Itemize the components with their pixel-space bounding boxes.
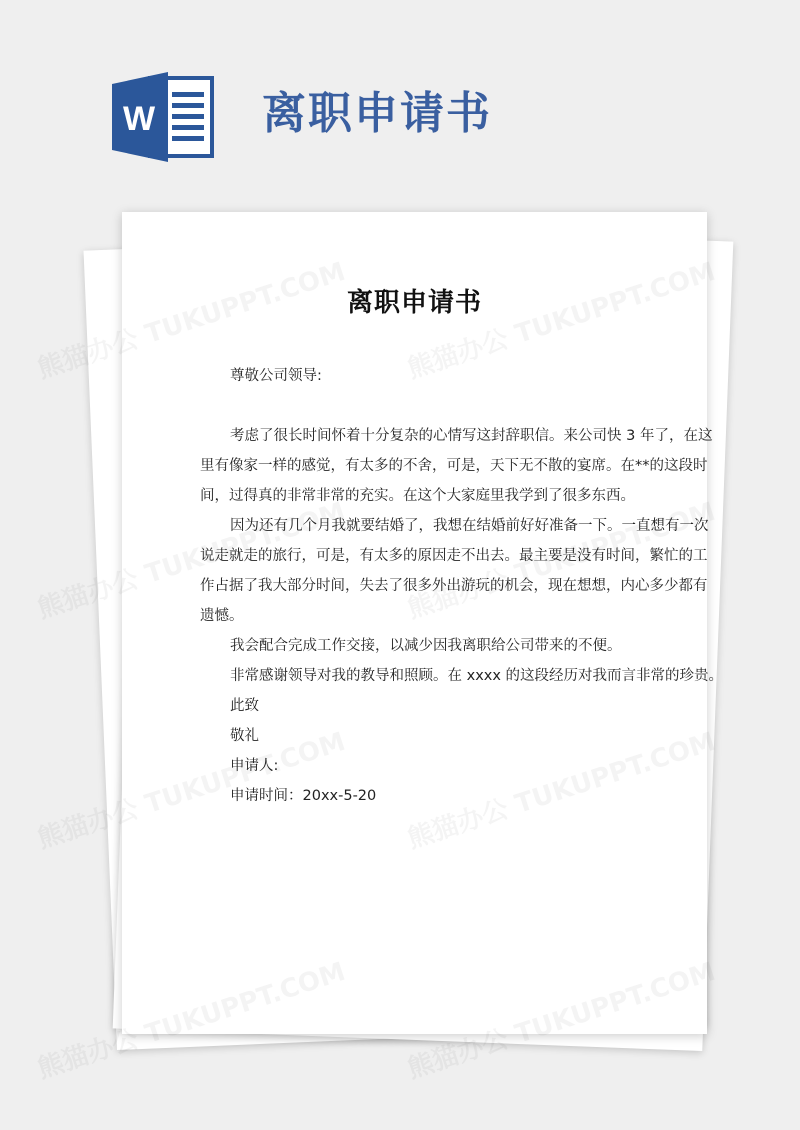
document-title: 离职申请书: [346, 288, 482, 318]
body-line: 说走就走的旅行，可是，有太多的原因走不出去。最主要是没有时间，繁忙的工: [200, 548, 708, 564]
closing-line: 敬礼: [230, 728, 259, 744]
body-line: 非常感谢领导对我的教导和照顾。在 xxxx 的这段经历对我而言非常的珍贵。: [230, 668, 724, 684]
body-line: 里有像家一样的感觉，有太多的不舍，可是，天下无不散的宴席。在**的这段时: [200, 458, 708, 474]
salutation: 尊敬公司领导:: [230, 368, 322, 384]
application-date: 申请时间：20xx-5-20: [230, 788, 377, 804]
word-icon-letter: W: [122, 100, 156, 138]
body-line: 遗憾。: [200, 608, 244, 624]
header: [0, 0, 800, 200]
body-line: 考虑了很长时间怀着十分复杂的心情写这封辞职信。来公司快 3 年了，在这: [230, 428, 713, 444]
body-line: 作占据了我大部分时间，失去了很多外出游玩的机会，现在想想，内心多少都有: [200, 578, 708, 594]
document-page: [122, 212, 724, 1034]
word-document-icon: [112, 72, 222, 162]
body-line: 我会配合完成工作交接，以减少因我离职给公司带来的不便。: [230, 638, 622, 654]
body-line: 间，过得真的非常非常的充实。在这个大家庭里我学到了很多东西。: [200, 488, 635, 504]
closing-line: 此致: [230, 698, 259, 714]
body-line: 因为还有几个月我就要结婚了，我想在结婚前好好准备一下。一直想有一次: [230, 518, 709, 534]
applicant-label: 申请人:: [230, 758, 279, 774]
header-title: 离职申请书: [262, 88, 492, 139]
